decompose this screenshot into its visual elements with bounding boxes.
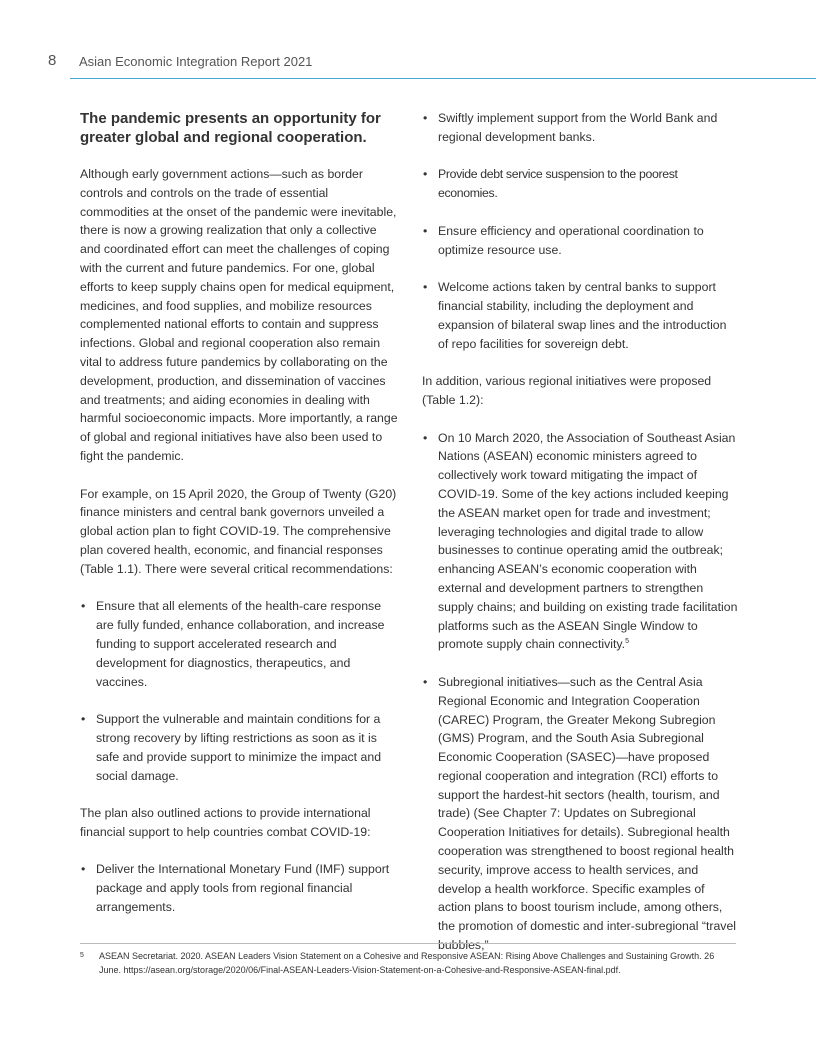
running-title: Asian Economic Integration Report 2021 xyxy=(79,54,313,69)
left-column xyxy=(80,109,398,936)
footnote-rule xyxy=(80,943,736,944)
paragraph-regional-initiatives: In addition, various regional initiatives were proposed (Table 1.2): xyxy=(422,374,712,407)
footnote xyxy=(80,950,736,977)
list-item: • Support the vulnerable and maintain conditions for a strong recovery by lifting restrictions as soon as it is safe and provide support to minimize the impact and social damage. xyxy=(80,710,398,785)
page-number: 8 xyxy=(48,52,57,69)
right-column xyxy=(422,109,738,974)
list-item: • Provide debt service suspension to the poorest economies. xyxy=(422,165,738,203)
footnote-marker: 5 xyxy=(625,638,629,646)
recommendations-list xyxy=(80,597,398,785)
header-rule xyxy=(70,78,816,79)
paragraph-g20: For example, on 15 April 2020, the Group of Twenty (G20) finance ministers and central bank governors unveiled a global action plan to fight COVID-19. The comprehensive plan covered health, economic, and financial responses (Table 1.1). There were several critical recommendations: xyxy=(80,486,397,576)
list-item-asean xyxy=(422,429,738,655)
list-item-subregional: • Subregional initiatives—such as the Central Asia Regional Economic and Integration Cooperation (CAREC) Program, the Greater Mekong Subregion (GMS) Program, and the South Asia Subregional Economic Cooperation (SASEC)—have proposed regional cooperation and integration (RCI) efforts to support the hardest-hit sectors (health, tourism, and trade) (See Chapter 7: Updates on Subregional Cooperation Initiatives for details). Subregional health cooperation was strengthened to boost regional health security, improve access to health services, and develop a health workforce. Specific examples of action plans to boost tourism include, among others, the promotion of domestic and inter-subregional “travel bubbles,” xyxy=(422,673,738,955)
list-item: • Deliver the International Monetary Fund (IMF) support package and apply tools from regional financial arrangements. xyxy=(80,860,398,916)
list-item: • Ensure efficiency and operational coordination to optimize resource use. xyxy=(422,222,738,260)
financial-actions-list xyxy=(80,860,398,916)
list-item: • Welcome actions taken by central banks to support financial stability, including the deployment and expansion of bilateral swap lines and the introduction of repo facilities for sovereign debt. xyxy=(422,278,738,353)
footnote-text: ASEAN Secretariat. 2020. ASEAN Leaders Vision Statement on a Cohesive and Responsive ASEAN: Rising Above Challenges and Sustaining Growth. 26 June. https://asean.org/storage/2020/06/Final-ASEAN-Leaders-Vision-Statement-on-a-Cohesive-and-Responsive-ASEAN-final.pdf. xyxy=(99,951,715,975)
section-title: The pandemic presents an opportunity for greater global and regional cooperation. xyxy=(80,110,381,146)
footnote-number: 5 xyxy=(80,952,84,959)
asean-text: On 10 March 2020, the Association of Southeast Asian Nations (ASEAN) economic ministers agreed to collectively work toward mitigating the impact of COVID-19. Some of the key actions included keeping the ASEAN market open for trade and investment; leveraging technologies and digital trade to allow businesses to continue operating amid the outbreak; enhancing ASEAN’s economic cooperation with external and development partners to strengthen supply chains; and building on existing trade facilitation platforms such as the ASEAN Single Window to promote supply chain connectivity. xyxy=(438,430,738,652)
paragraph-financial-support: The plan also outlined actions to provide international financial support to help countries combat COVID-19: xyxy=(80,806,371,839)
paragraph-intro: Although early government actions—such as border controls and controls on the trade of essential commodities at the onset of the pandemic were inevitable, there is now a growing realization that only a collective and coordinated effort can meet the challenges of coping with the current and future pandemics. For one, global efforts to keep supply chains open for medical equipment, medicines, and food supplies, and mobilize resources complemented national efforts to contain and suppress infections. Global and regional cooperation also remain vital to address future pandemics by collaborating on the development, production, and dissemination of vaccines and treatments; and aiding economies in dealing with harmful socioeconomic impacts. More importantly, a range of global and regional initiatives have also been used to fight the pandemic. xyxy=(80,167,398,463)
list-item: • Swiftly implement support from the World Bank and regional development banks. xyxy=(422,109,738,147)
regional-initiatives-list xyxy=(422,429,738,955)
page-header xyxy=(48,52,816,80)
financial-actions-list-continued xyxy=(422,109,738,353)
list-item: • Ensure that all elements of the health-care response are fully funded, enhance collaboration, and increase funding to support accelerated research and development for diagnostics, therapeutics, and vaccines. xyxy=(80,597,398,691)
